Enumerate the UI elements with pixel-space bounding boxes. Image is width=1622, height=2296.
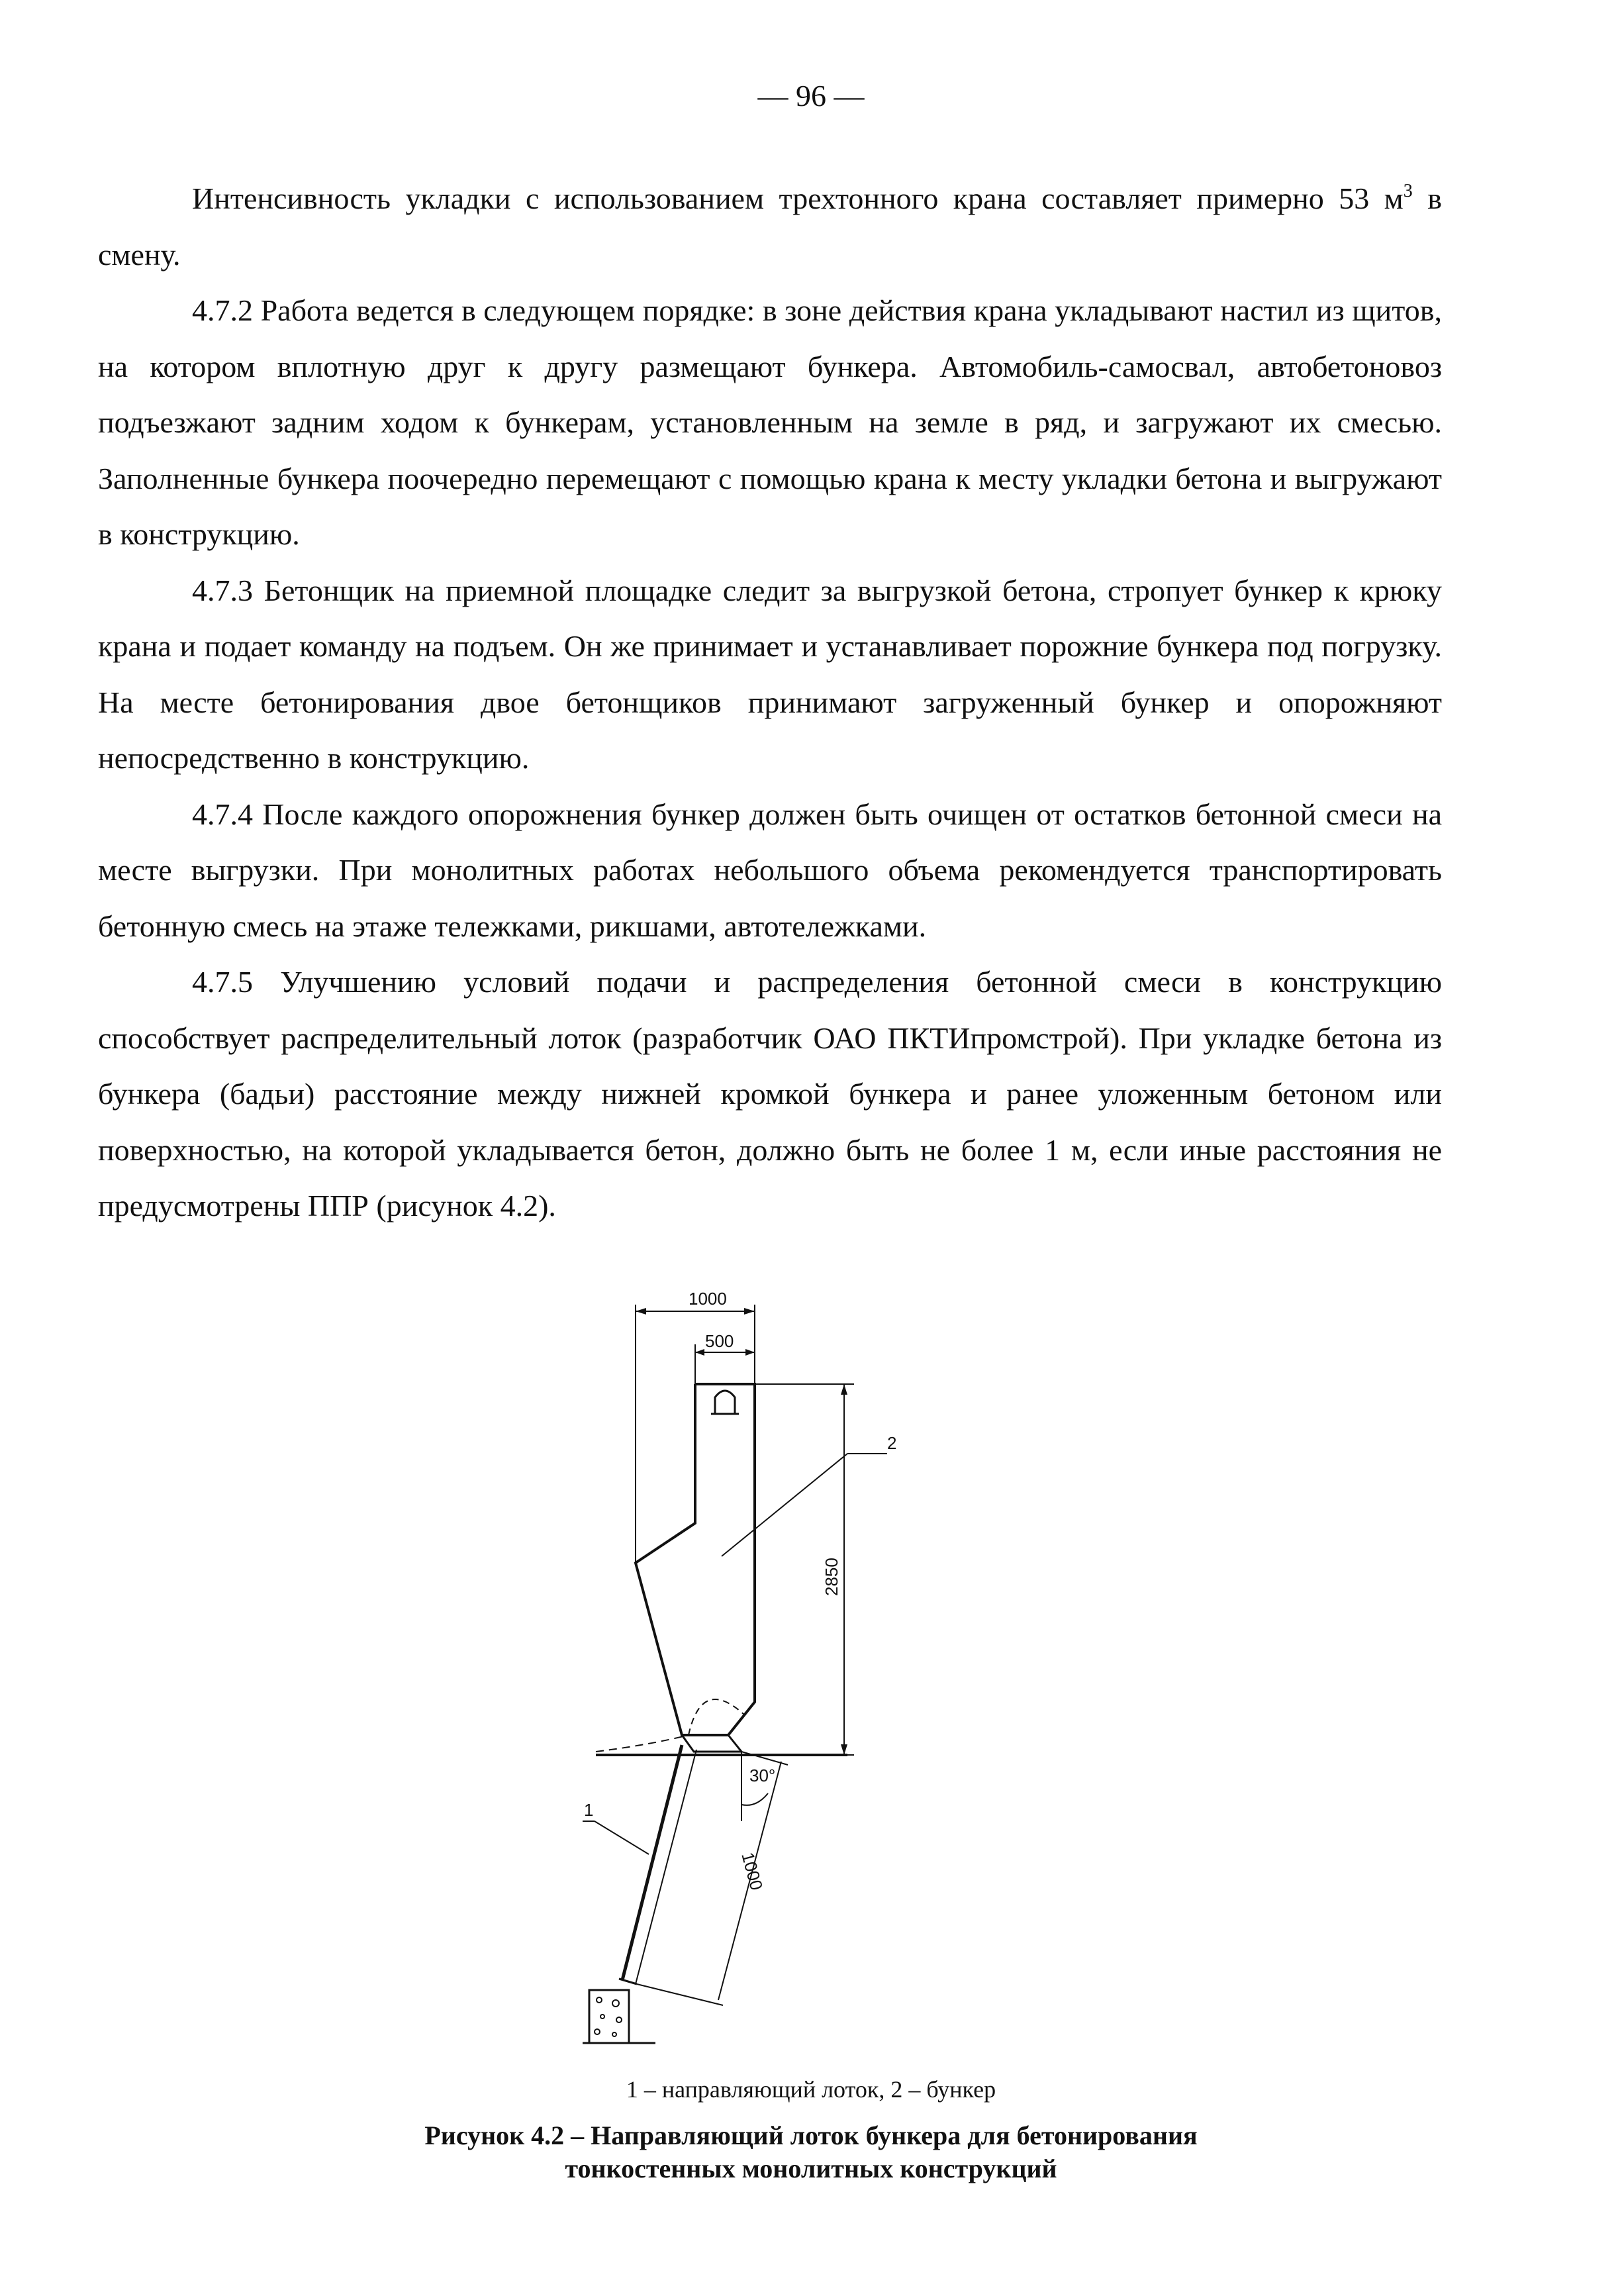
arrow-500-left bbox=[695, 1349, 704, 1356]
paragraph-4-7-3: 4.7.3 Бетонщик на приемной площадке следит за выгрузкой бетона, стропует бункер к крюку крана и подает команду на подъем. Он же принимает и устанавливает порожние бункера под погрузку. На месте бетонирования двое бетонщиков принимают загруженный бункер и опорожняют непосредственно в конструкцию. bbox=[98, 573, 1442, 775]
paragraph-intensity-text: Интенсивность укладки с использованием трехтонного крана составляет примерно 53 м bbox=[192, 181, 1404, 215]
chute-left-edge bbox=[622, 1745, 682, 1980]
swing-arc-dashed bbox=[689, 1699, 745, 1735]
arrow-500-right bbox=[745, 1349, 755, 1356]
hopper-chute-drawing bbox=[583, 1278, 953, 2046]
ground-dashed bbox=[596, 1735, 689, 1752]
dim-label-angle: 30° bbox=[749, 1766, 776, 1785]
page-number: — 96 — bbox=[757, 79, 865, 113]
body-text bbox=[98, 171, 1442, 1234]
arrow-2850-bottom bbox=[841, 1744, 847, 1755]
chute-tip bbox=[619, 1979, 637, 1984]
leader-1 bbox=[595, 1821, 649, 1854]
dim-ext-chute-bottom bbox=[637, 1984, 723, 2005]
hopper-chute-figure bbox=[583, 1278, 953, 2046]
paragraph-intensity bbox=[98, 171, 1442, 283]
paragraph-4-7-5: 4.7.5 Улучшению условий подачи и распределения бетонной смеси в конструкцию способствует распределительный лоток (разработчик ОАО ПКТИпромстрой). При укладке бетона из бункера (бадьи) расстояние между нижней кромкой бункера и ранее уложенным бетоном или поверхностью, на которой укладывается бетон, должно быть не более 1 м, если иные расстояния не предусмотрены ППР (рисунок 4.2). bbox=[98, 965, 1442, 1223]
aggregate-dot bbox=[595, 2029, 600, 2034]
angle-arc bbox=[741, 1793, 768, 1805]
aggregate-dot bbox=[612, 2000, 619, 2007]
arrow-1000-right bbox=[744, 1308, 755, 1315]
paragraph-4-7-2: 4.7.2 Работа ведется в следующем порядке: в зоне действия крана укладывают настил из щитов, на котором вплотную друг к другу размещают бункера. Автомобиль-самосвал, автобетоновоз подъезжают задним ходом к бункерам, установленным на земле в ряд, и загружают их смесью. Заполненные бункера поочередно перемещают с помощью крана к месту укладки бетона и выгружают в конструкцию. bbox=[98, 293, 1442, 551]
hopper-gate bbox=[682, 1735, 741, 1752]
lifting-loop-icon bbox=[715, 1391, 735, 1414]
dim-label-chute-length: 1000 bbox=[738, 1850, 767, 1893]
aggregate-dot bbox=[616, 2017, 622, 2022]
aggregate-dot bbox=[600, 2015, 604, 2019]
arrow-2850-top bbox=[841, 1384, 847, 1395]
aggregate-dot bbox=[596, 1997, 602, 2003]
chute-right-edge bbox=[636, 1750, 696, 1984]
figure-legend: 1 – направляющий лоток, 2 – бункер bbox=[626, 2076, 996, 2103]
cubic-superscript: 3 bbox=[1403, 181, 1413, 201]
callout-2: 2 bbox=[887, 1433, 897, 1453]
dim-label-width-top: 1000 bbox=[689, 1289, 727, 1309]
aggregate-dot bbox=[612, 2032, 616, 2036]
hopper-body bbox=[636, 1384, 755, 1735]
figure-caption bbox=[0, 2119, 1622, 2185]
leader-2 bbox=[722, 1454, 847, 1556]
concrete-wall bbox=[589, 1990, 629, 2043]
paragraph-4-7-4: 4.7.4 После каждого опорожнения бункер должен быть очищен от остатков бетонной смеси на месте выгрузки. При монолитных работах небольшого объема рекомендуется транспортировать бетонную смесь на этаже тележками, рикшами, автотележками. bbox=[98, 797, 1442, 943]
arrow-1000-left bbox=[636, 1308, 646, 1315]
callout-1: 1 bbox=[584, 1800, 594, 1820]
dim-label-height: 2850 bbox=[822, 1558, 841, 1596]
figure-caption-line-1: Рисунок 4.2 – Направляющий лоток бункера для бетонирования bbox=[424, 2121, 1198, 2150]
dim-label-width-neck: 500 bbox=[705, 1331, 734, 1351]
paragraph-intensity-tail: в смену. bbox=[98, 181, 1442, 272]
figure-caption-line-2: тонкостенных монолитных конструкций bbox=[565, 2154, 1057, 2183]
